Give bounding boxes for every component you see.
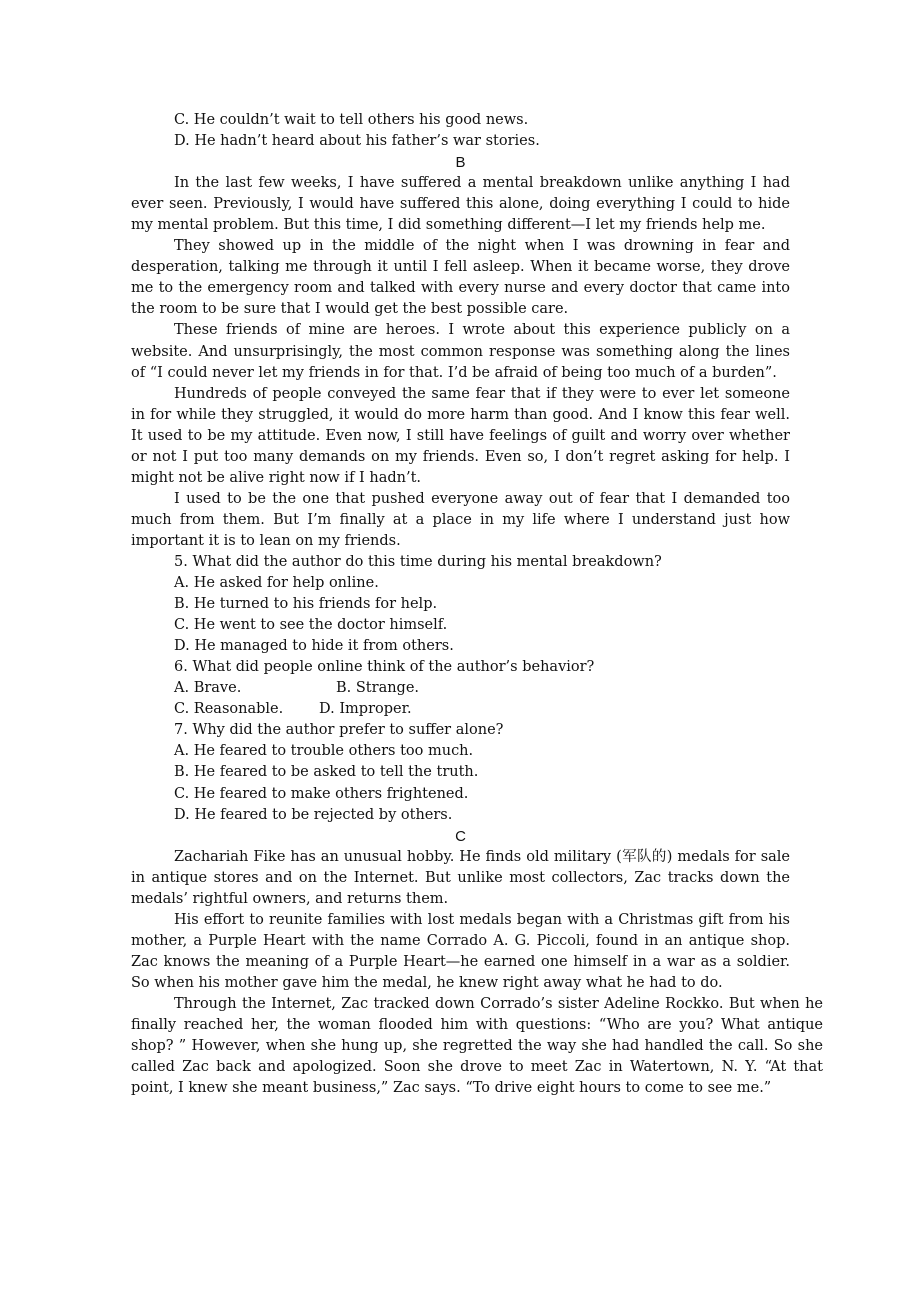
option-d-prev: D. He hadn’t heard about his father’s war stories. [174, 133, 540, 150]
section-b-paragraph-5: I used to be the one that pushed everyone away out of fear that I demanded too much from them. But I’m finally at a place in my life where I understand just how important it is to lean on my friends. [131, 490, 790, 549]
question-7-option-b: B. He feared to be asked to tell the truth. [174, 764, 479, 781]
section-c-paragraph-3: Through the Internet, Zac tracked down Corrado’s sister Adeline Rockko. But when he finally reached her, the woman flooded him with questions: “Who are you? What antique shop? ” However, when she hung up, she regretted the way she had handled the call. So she called Zac back and apologized. Soon she drove to meet Zac in Watertown, N. Y. “At that point, I knew she meant business,” Zac says. “To drive eight hours to come to see me.” [131, 995, 823, 1097]
question-6-options-row-1 [131, 678, 790, 699]
section-b-paragraph-3: These friends of mine are heroes. I wrote about this experience publicly on a website. And unsurprisingly, the most common response was something along the lines of “I could never let my friends in for that. I’d be afraid of being too much of a burden”. [131, 322, 790, 381]
question-6-options-row-2 [131, 699, 790, 720]
section-b-paragraph-2: They showed up in the middle of the night when I was drowning in fear and desperation, talking me through it until I fell asleep. When it became worse, they drove me to the emergency room and talked with every nurse and every doctor that came into the room to be sure that I would get the best possible care. [131, 238, 790, 318]
question-6-option-c: C. Reasonable. [174, 701, 284, 718]
section-c-paragraph-1: Zachariah Fike has an unusual hobby. He finds old military (军队的) medals for sale in antique stores and on the Internet. But unlike most collectors, Zac tracks down the medals’ rightful owners, and returns them. [131, 848, 790, 907]
question-7-option-c: C. He feared to make others frightened. [174, 785, 469, 802]
question-7-stem: 7. Why did the author prefer to suffer alone? [174, 722, 504, 739]
question-7-option-d: D. He feared to be rejected by others. [174, 806, 453, 823]
option-c-prev: C. He couldn’t wait to tell others his good news. [174, 112, 529, 128]
question-5-option-d: D. He managed to hide it from others. [174, 638, 454, 655]
question-6-option-b: B. Strange. [336, 680, 420, 697]
question-7-option-a: A. He feared to trouble others too much. [174, 743, 474, 760]
question-6-stem: 6. What did people online think of the author’s behavior? [174, 659, 595, 676]
question-5-stem: 5. What did the author do this time during his mental breakdown? [174, 553, 662, 570]
section-c-paragraph-2: His effort to reunite families with lost medals began with a Christmas gift from his mother, a Purple Heart with the name Corrado A. G. Piccoli, found in an antique shop. Zac knows the meaning of a Purple Heart—he earned one himself in a war as a soldier. So when his mother gave him the medal, he knew right away what he had to do. [131, 911, 790, 991]
question-5-option-b: B. He turned to his friends for help. [174, 596, 438, 613]
question-6-option-d: D. Improper. [319, 701, 412, 718]
section-b-heading: B [455, 154, 466, 172]
section-c-heading: C [455, 827, 466, 845]
section-b-paragraph-4: Hundreds of people conveyed the same fear that if they were to ever let someone in for while they struggled, it would do more harm than good. And I know this fear well. It used to be my attitude. Even now, I still have feelings of guilt and worry over whether or not I put too many demands on my friends. Even so, I don’t regret asking for help. I might not be alive right now if I hadn’t. [131, 385, 790, 486]
section-b-paragraph-1: In the last few weeks, I have suffered a mental breakdown unlike anything I had ever seen. Previously, I would have suffered this alone, doing everything I could to hide my mental problem. But this time, I did something different—I let my friends help me. [131, 175, 790, 234]
question-5-option-a: A. He asked for help online. [174, 575, 379, 592]
question-6-option-a: A. Brave. [174, 680, 242, 697]
question-5-option-c: C. He went to see the doctor himself. [174, 617, 448, 634]
